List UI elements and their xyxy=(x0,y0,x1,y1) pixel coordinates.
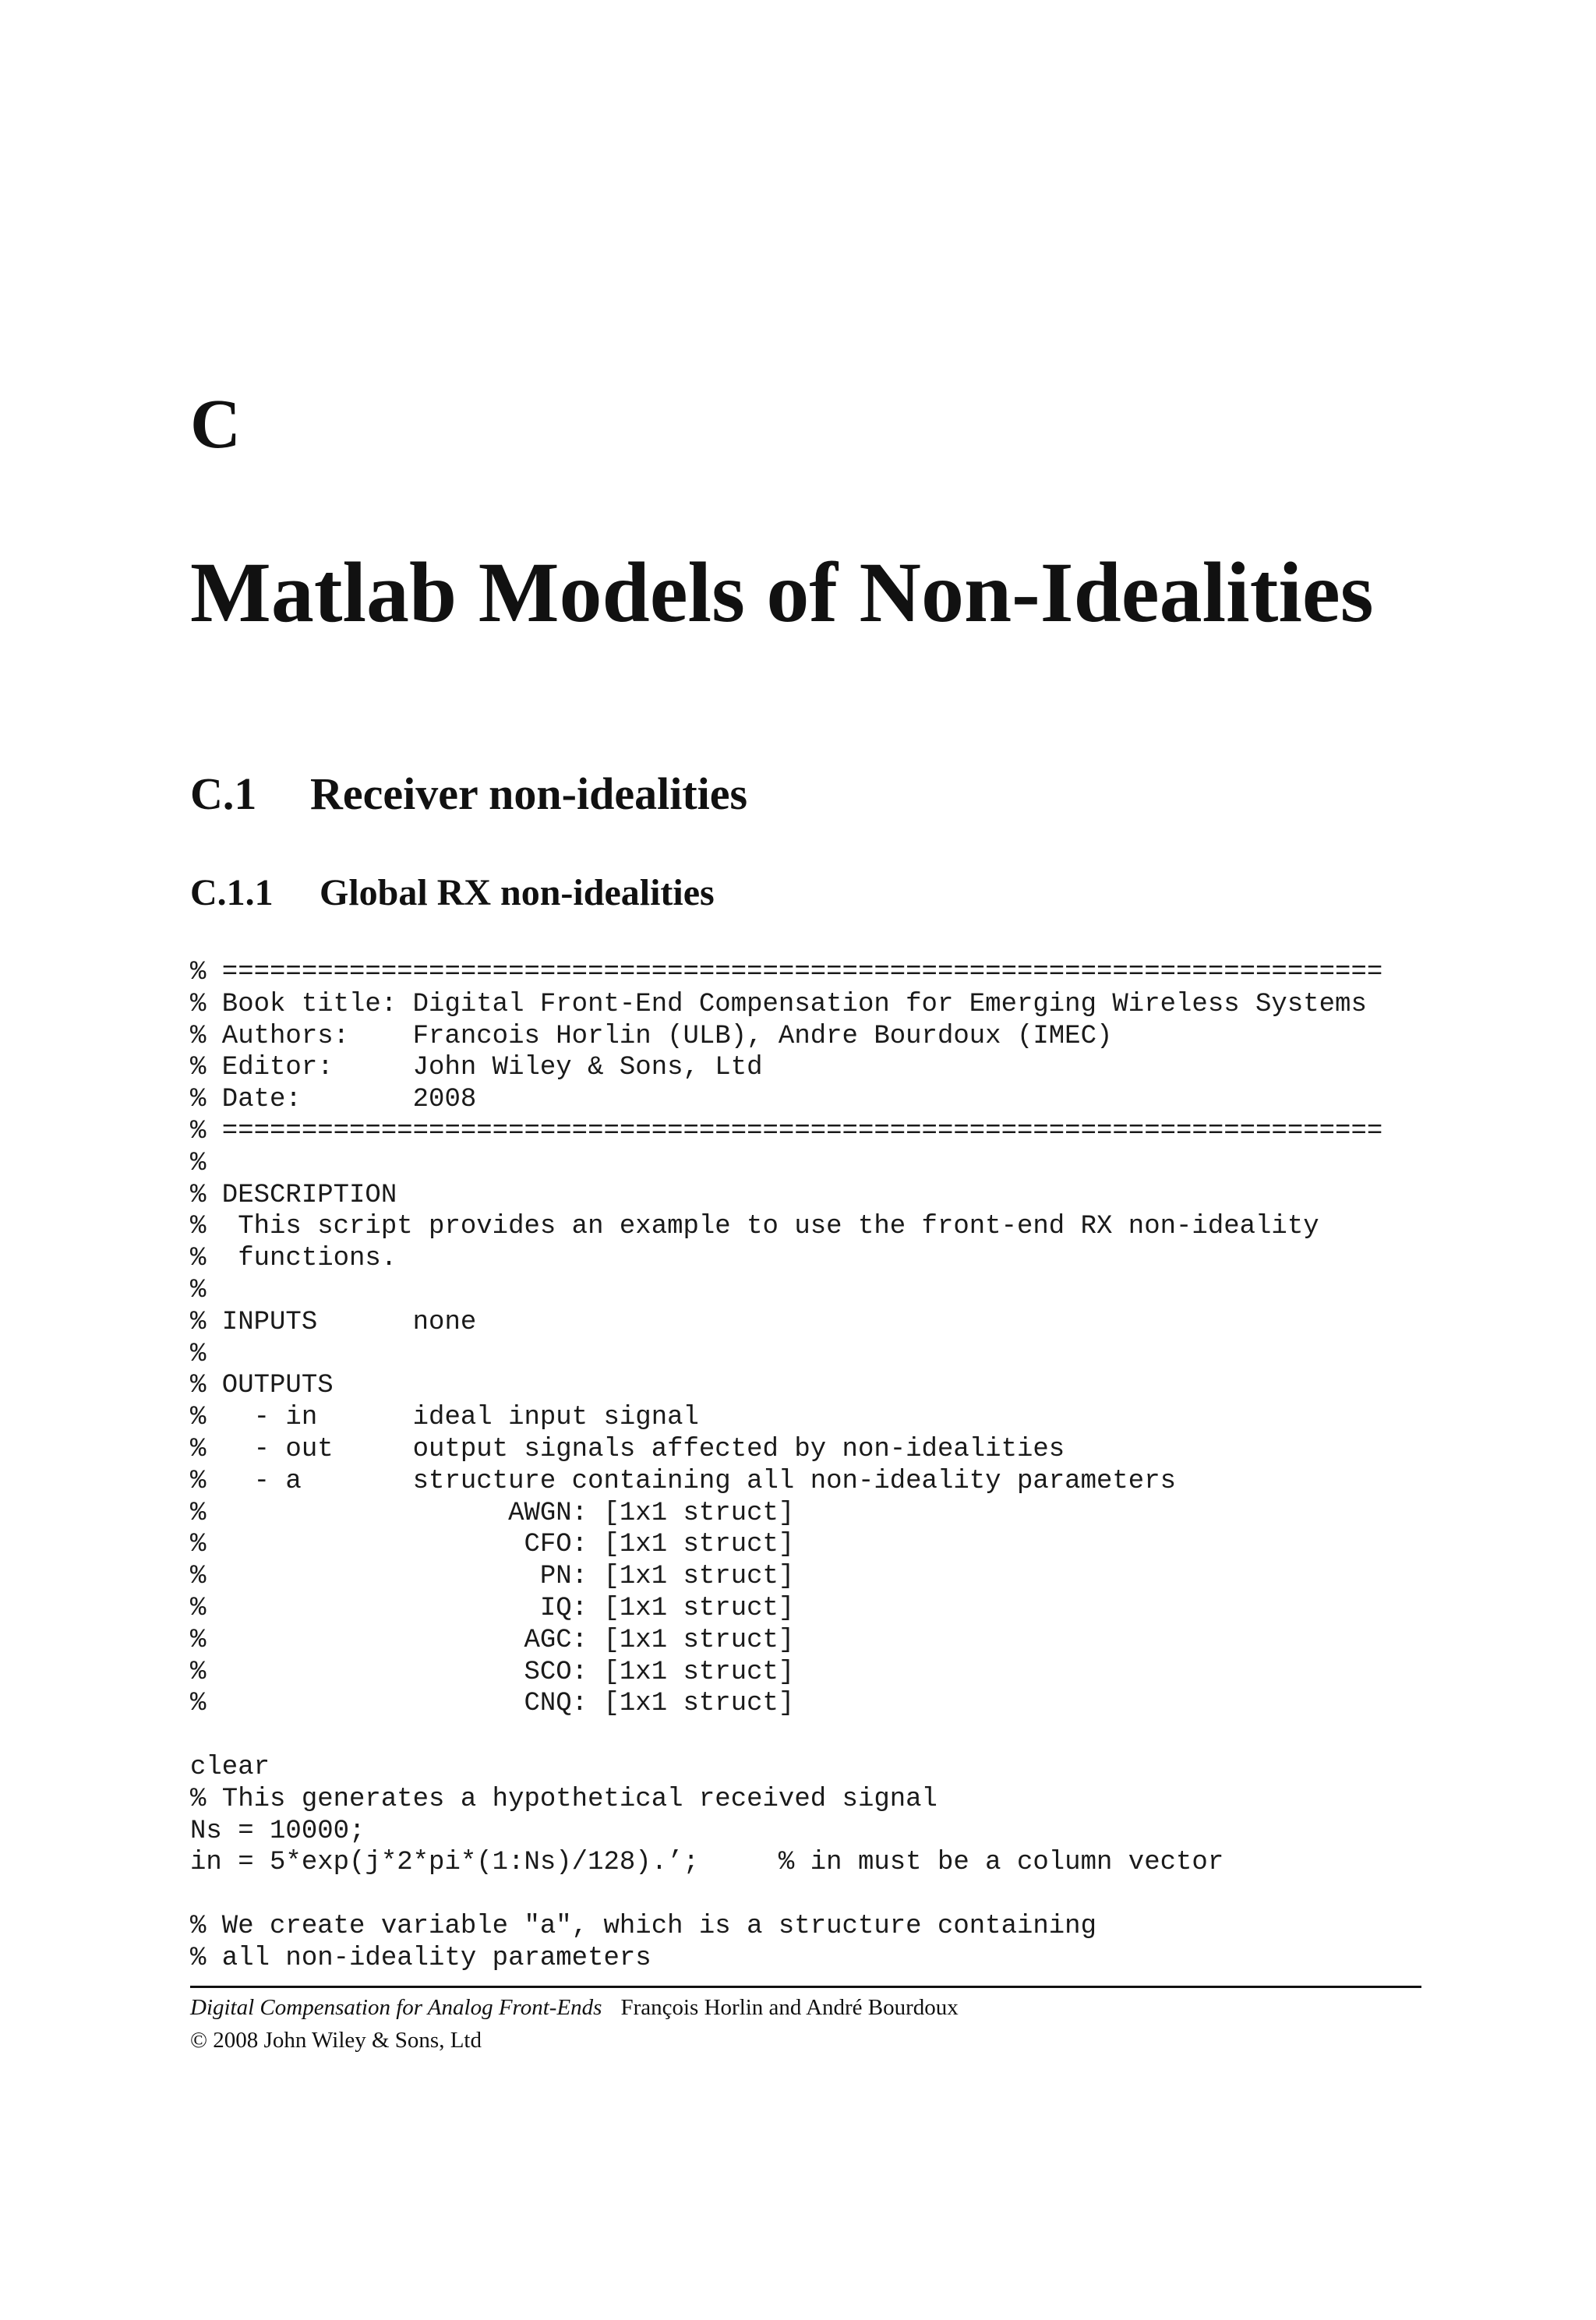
code-line: % - in ideal input signal xyxy=(190,1403,699,1433)
code-line: % Date: 2008 xyxy=(190,1085,477,1115)
code-line: % xyxy=(190,1275,207,1305)
code-line: % AWGN: [1x1 struct] xyxy=(190,1498,795,1528)
code-line: % - a structure containing all non-ideality parameters xyxy=(190,1466,1177,1496)
matlab-code-listing xyxy=(190,957,1382,1975)
chapter-title: Matlab Models of Non-Idealities xyxy=(190,545,1374,640)
code-line: % This script provides an example to use the front-end RX non-ideality xyxy=(190,1212,1319,1242)
code-line: % Editor: John Wiley & Sons, Ltd xyxy=(190,1053,763,1083)
code-line: % INPUTS none xyxy=(190,1307,477,1337)
code-line: % PN: [1x1 struct] xyxy=(190,1562,795,1592)
page-footer xyxy=(190,1991,959,2057)
code-line: % IQ: [1x1 struct] xyxy=(190,1593,795,1623)
code-line: Ns = 10000; xyxy=(190,1816,365,1846)
subsection-heading xyxy=(190,871,715,914)
code-line: % xyxy=(190,1339,207,1369)
code-line xyxy=(190,1720,1382,1752)
subsection-number: C.1.1 xyxy=(190,872,274,913)
code-line: % CNQ: [1x1 struct] xyxy=(190,1689,795,1719)
section-number: C.1 xyxy=(190,768,257,819)
code-line: % SCO: [1x1 struct] xyxy=(190,1657,795,1687)
code-line: % Book title: Digital Front-End Compensation for Emerging Wireless Systems xyxy=(190,989,1367,1019)
code-line: clear xyxy=(190,1752,270,1782)
footer-book-title: Digital Compensation for Analog Front-Ends xyxy=(190,1995,602,2020)
subsection-title: Global RX non-idealities xyxy=(320,872,715,913)
section-heading xyxy=(190,768,747,820)
section-title: Receiver non-idealities xyxy=(310,768,748,819)
footer-copyright: © 2008 John Wiley & Sons, Ltd xyxy=(190,2028,482,2053)
code-line: % This generates a hypothetical received signal xyxy=(190,1784,937,1814)
footer-citation-line xyxy=(190,1991,959,2024)
code-line: % - out output signals affected by non-idealities xyxy=(190,1434,1065,1464)
code-line: % all non-ideality parameters xyxy=(190,1943,651,1973)
code-line: % DESCRIPTION xyxy=(190,1180,397,1210)
code-line: % ========================================================================= xyxy=(190,1116,1383,1146)
code-line: % We create variable "a", which is a structure containing xyxy=(190,1911,1096,1941)
code-line: % xyxy=(190,1148,207,1178)
code-line: % CFO: [1x1 struct] xyxy=(190,1530,795,1560)
code-line: % OUTPUTS xyxy=(190,1371,334,1401)
appendix-letter: C xyxy=(190,386,241,463)
footer-authors: François Horlin and André Bourdoux xyxy=(620,1995,959,2020)
code-line xyxy=(190,1879,1382,1911)
code-line: % AGC: [1x1 struct] xyxy=(190,1625,795,1655)
footer-rule xyxy=(190,1986,1421,1988)
code-line: % functions. xyxy=(190,1244,397,1274)
code-line: % ========================================================================= xyxy=(190,958,1383,987)
code-line: in = 5*exp(j*2*pi*(1:Ns)/128).’; % in must be a column vector xyxy=(190,1848,1224,1878)
code-line: % Authors: Francois Horlin (ULB), Andre Bourdoux (IMEC) xyxy=(190,1021,1113,1051)
